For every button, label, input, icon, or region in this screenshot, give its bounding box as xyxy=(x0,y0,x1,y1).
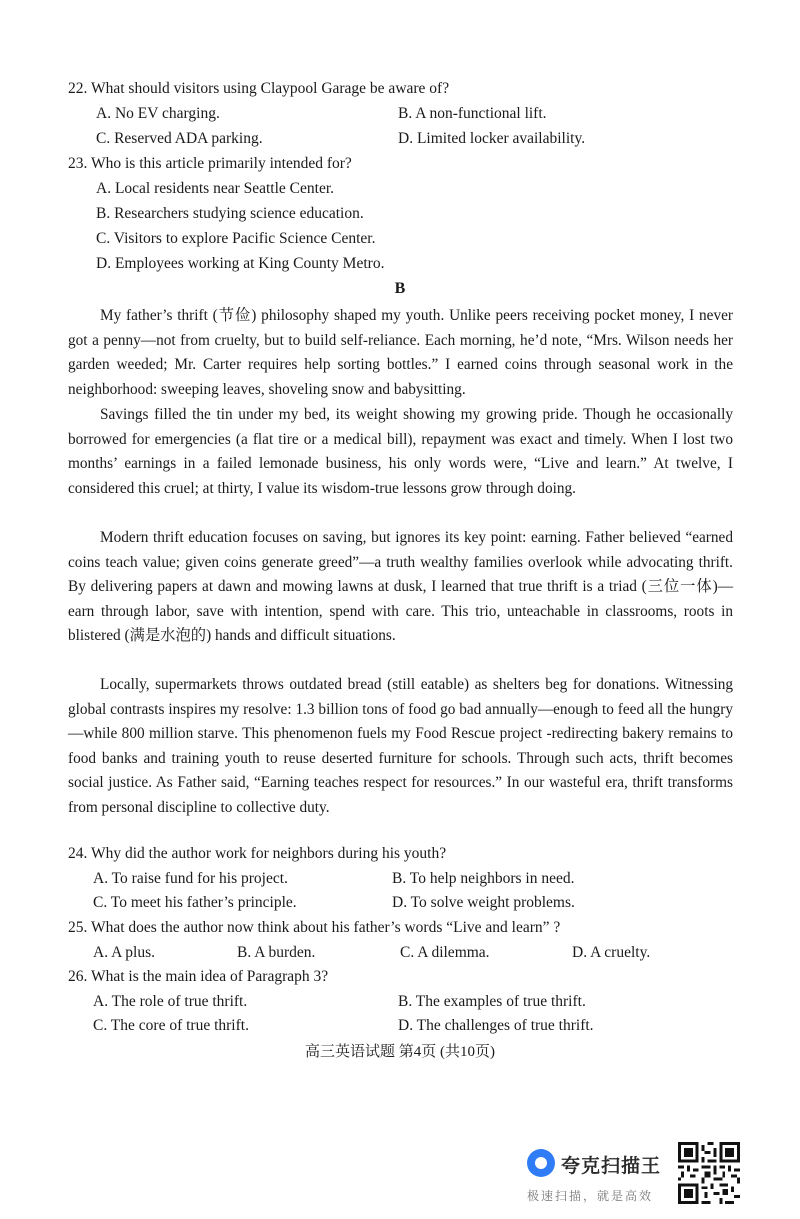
q26-option-c: C. The core of true thrift. xyxy=(93,1017,249,1034)
page-footer: 高三英语试题 第4页 (共10页) xyxy=(305,1044,495,1060)
quark-logo-icon xyxy=(527,1149,555,1177)
q25-option-d: D. A cruelty. xyxy=(572,944,651,961)
q25-option-b: B. A burden. xyxy=(237,944,316,961)
q23-option-c: C. Visitors to explore Pacific Science Center. xyxy=(96,230,376,247)
question-22-stem: 22. What should visitors using Claypool Garage be aware of? xyxy=(68,80,450,97)
question-23-stem: 23. Who is this article primarily intended for? xyxy=(68,155,352,172)
q24-option-c: C. To meet his father’s principle. xyxy=(93,894,297,911)
q26-option-a: A. The role of true thrift. xyxy=(93,993,248,1010)
q23-option-b: B. Researchers studying science education. xyxy=(96,205,364,222)
q24-option-d: D. To solve weight problems. xyxy=(392,894,575,911)
q25-option-a: A. A plus. xyxy=(93,944,156,961)
q22-option-a: A. No EV charging. xyxy=(96,105,220,122)
q22-option-d: D. Limited locker availability. xyxy=(398,130,586,147)
q23-option-a: A. Local residents near Seattle Center. xyxy=(96,180,335,197)
q26-option-b: B. The examples of true thrift. xyxy=(398,993,586,1010)
qr-code-icon xyxy=(678,1142,740,1204)
section-heading: B xyxy=(394,280,406,297)
q22-option-b: B. A non-functional lift. xyxy=(398,105,547,122)
q22-option-c: C. Reserved ADA parking. xyxy=(96,130,263,147)
passage-paragraph-1: My father’s thrift (节俭) philosophy shaped my youth. Unlike peers receiving pocket money, I never got a penny—not from cruelty, but to build self-reliance. Each morning, he’d note, “Mrs. Wilson needs her garden weeded; Mr. Carter requires help sorting bottles.” I earned coins through seasonal work in the neighborhood: sweeping leaves, shoveling snow and babysitting. xyxy=(68,307,733,398)
passage-paragraph-2: Savings filled the tin under my bed, its weight showing my growing pride. Though he occasionally borrowed for emergencies (a flat tire or a medical bill), repayment was exact and timely. When I lost two months’ earnings in a failed lemonade business, his only words were, “Live and learn.” At twelve, I considered this cruel; at thirty, I value its wisdom-true lessons grow through doing. xyxy=(68,406,733,497)
brand-slogan: 极速扫描，就是高效 xyxy=(527,1189,654,1203)
passage-paragraph-4: Locally, supermarkets throws outdated bread (still eatable) as shelters beg for donations. Witnessing global contrasts inspires my resolve: 1.3 billion tons of food go bad annually—enough to feed all the hungry—while 800 million starve. This phenomenon fuels my Food Rescue project -redirecting bakery remains to food banks and training youth to reuse deserted furniture for schools. Through such acts, thrift becomes social justice. As Father said, “Earning teaches respect for resources.” In our wasteful era, thrift transforms from personal discipline to collective duty. xyxy=(68,676,733,816)
q26-option-d: D. The challenges of true thrift. xyxy=(398,1017,594,1034)
q23-option-d: D. Employees working at King County Metro. xyxy=(96,255,385,272)
brand-name: 夸克扫描王 xyxy=(561,1155,662,1177)
q24-option-a: A. To raise fund for his project. xyxy=(93,870,288,887)
question-24-stem: 24. Why did the author work for neighbors during his youth? xyxy=(68,845,447,862)
q24-option-b: B. To help neighbors in need. xyxy=(392,870,575,887)
question-26-stem: 26. What is the main idea of Paragraph 3? xyxy=(68,968,329,985)
passage-paragraph-3: Modern thrift education focuses on saving, but ignores its key point: earning. Father believed “earned coins teach value; given coins generate greed”—a truth wealthy families overlook while advocating thrift. By delivering papers at dawn and mowing lawns at dusk, I learned that true thrift is a triad (三位一体)—earn through labor, save with intention, spend with care. This trio, unteachable in classrooms, roots in blistered (满是水泡的) hands and difficult situations. xyxy=(68,529,733,645)
q25-option-c: C. A dilemma. xyxy=(400,944,490,961)
question-25-stem: 25. What does the author now think about his father’s words “Live and learn” ? xyxy=(68,919,561,936)
scanner-watermark xyxy=(527,1145,672,1207)
